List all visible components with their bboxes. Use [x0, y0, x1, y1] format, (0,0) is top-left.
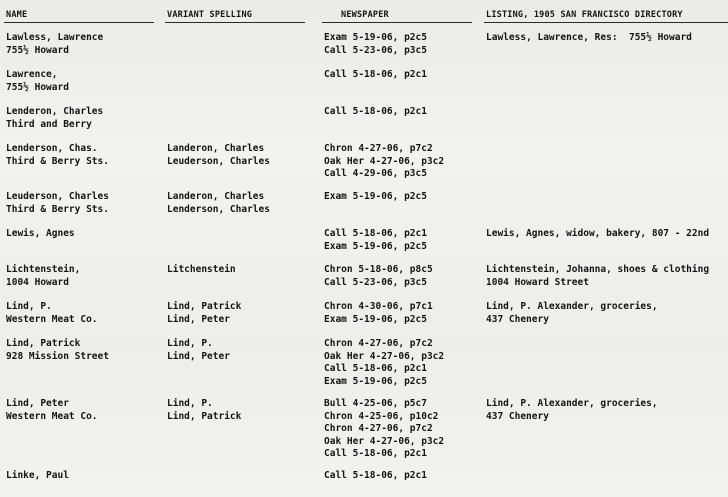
name-cell [6, 228, 156, 241]
listing-cell-line: 1004 Howard Street [486, 276, 589, 288]
name-cell [6, 264, 156, 289]
listing-cell-line: 437 Chenery [486, 313, 549, 325]
newspaper-cell [324, 191, 474, 204]
newspaper-cell-line: Exam 5-19-06, p2c5 [324, 313, 427, 325]
newspaper-cell-line: Chron 5-18-06, p8c5 [324, 264, 433, 275]
header-variant-spelling: VARIANT SPELLING [167, 10, 253, 20]
header-listing: LISTING, 1905 SAN FRANCISCO DIRECTORY [486, 10, 683, 20]
newspaper-cell-line: Call 5-18-06, p2c1 [324, 106, 427, 117]
newspaper-cell-line: Bull 4-25-06, p5c7 [324, 398, 427, 409]
listing-cell-line: Lind, P. Alexander, groceries, [486, 398, 658, 409]
newspaper-cell [324, 69, 474, 82]
newspaper-cell-line: Call 5-23-06, p3c5 [324, 44, 427, 56]
listing-cell [486, 228, 728, 241]
listing-cell-line: Lawless, Lawrence, Res: 755½ Howard [486, 32, 692, 43]
listing-cell-line: Lichtenstein, Johanna, shoes & clothing [486, 264, 710, 275]
variant-cell [167, 143, 307, 168]
listing-cell-line: Lind, P. Alexander, groceries, [486, 301, 658, 312]
name-cell [6, 69, 156, 94]
newspaper-cell-line: Oak Her 4-27-06, p3c2 [324, 350, 445, 362]
name-cell [6, 398, 156, 423]
newspaper-cell [324, 398, 474, 461]
newspaper-cell-line: Exam 5-19-06, p2c5 [324, 375, 427, 387]
listing-cell [486, 264, 728, 289]
name-cell [6, 470, 156, 483]
name-cell-line: Lind, P. [6, 301, 52, 312]
newspaper-cell-line: Chron 4-27-06, p7c2 [324, 338, 433, 349]
newspaper-cell-line: Exam 5-19-06, p2c5 [324, 191, 427, 202]
listing-cell-line: 437 Chenery [486, 410, 549, 422]
name-cell [6, 106, 156, 131]
name-cell-line: Western Meat Co. [6, 313, 98, 325]
newspaper-cell-line: Call 5-18-06, p2c1 [324, 228, 427, 239]
variant-cell-line: Lind, Peter [167, 313, 230, 325]
newspaper-cell-line: Oak Her 4-27-06, p3c2 [324, 155, 445, 167]
name-cell-line: Third and Berry [6, 118, 92, 130]
variant-cell [167, 338, 307, 363]
newspaper-cell-line: Chron 4-27-06, p7c2 [324, 423, 433, 434]
newspaper-cell-line: Exam 5-19-06, p2c5 [324, 32, 427, 43]
newspaper-cell-line: Call 5-18-06, p2c1 [324, 69, 427, 80]
name-cell-line: 928 Mission Street [6, 350, 109, 362]
header-newspaper: NEWSPAPER [341, 10, 389, 20]
variant-cell [167, 301, 307, 326]
name-cell [6, 191, 156, 216]
newspaper-cell-line: Exam 5-19-06, p2c5 [324, 240, 427, 252]
name-cell-line: 755½ Howard [6, 81, 69, 93]
newspaper-cell [324, 228, 474, 253]
newspaper-cell-line: Chron 4-30-06, p7c1 [324, 301, 433, 312]
variant-cell-line: Lind, P. [167, 398, 213, 409]
variant-cell-line: Landeron, Charles [167, 191, 265, 202]
newspaper-cell [324, 32, 474, 57]
newspaper-cell [324, 143, 474, 181]
newspaper-cell-line: Call 5-18-06, p2c1 [324, 448, 427, 459]
variant-cell-line: Lind, Peter [167, 350, 230, 362]
name-cell-line: Linke, Paul [6, 470, 69, 481]
name-cell-line: Western Meat Co. [6, 410, 98, 422]
newspaper-cell [324, 264, 474, 289]
newspaper-cell-line: Call 5-18-06, p2c1 [324, 470, 427, 481]
name-cell [6, 301, 156, 326]
name-cell-line: Third & Berry Sts. [6, 155, 109, 167]
variant-cell-line: Lenderson, Charles [167, 203, 270, 215]
variant-cell-line: Litchenstein [167, 264, 236, 275]
name-cell-line: Lind, Peter [6, 398, 69, 409]
name-cell-line: 755½ Howard [6, 44, 69, 56]
listing-cell [486, 398, 728, 423]
variant-cell-line: Lind, P. [167, 338, 213, 349]
variant-cell-line: Lind, Patrick [167, 410, 242, 422]
name-cell [6, 32, 156, 57]
name-cell-line: Lawrence, [6, 69, 58, 80]
newspaper-cell-line: Call 4-29-06, p3c5 [324, 168, 427, 179]
variant-cell-line: Lind, Patrick [167, 301, 242, 312]
newspaper-cell-line: Chron 4-25-06, p10c2 [324, 410, 439, 422]
variant-cell-line: Landeron, Charles [167, 143, 265, 154]
listing-cell [486, 301, 728, 326]
name-cell-line: Leuderson, Charles [6, 191, 109, 202]
name-cell-line: 1004 Howard [6, 276, 69, 288]
newspaper-cell-line: Chron 4-27-06, p7c2 [324, 143, 433, 154]
listing-cell [486, 32, 728, 45]
newspaper-cell [324, 470, 474, 483]
name-cell-line: Lewis, Agnes [6, 228, 75, 239]
name-cell-line: Lenderson, Chas. [6, 143, 98, 154]
listing-cell-line: Lewis, Agnes, widow, bakery, 807 - 22nd [486, 228, 710, 239]
variant-cell-line: Leuderson, Charles [167, 155, 270, 167]
name-cell [6, 338, 156, 363]
name-cell-line: Lind, Patrick [6, 338, 81, 349]
name-cell-line: Lawless, Lawrence [6, 32, 104, 43]
name-cell-line: Lichtenstein, [6, 264, 81, 275]
newspaper-cell-line: Call 5-23-06, p3c5 [324, 276, 427, 288]
newspaper-cell-line: Oak Her 4-27-06, p3c2 [324, 435, 445, 447]
header-name: NAME [6, 10, 28, 20]
variant-cell [167, 398, 307, 423]
variant-cell [167, 191, 307, 216]
name-cell [6, 143, 156, 168]
newspaper-cell-line: Call 5-18-06, p2c1 [324, 363, 427, 374]
name-cell-line: Third & Berry Sts. [6, 203, 109, 215]
newspaper-cell [324, 338, 474, 388]
name-cell-line: Lenderon, Charles [6, 106, 104, 117]
newspaper-cell [324, 106, 474, 119]
newspaper-cell [324, 301, 474, 326]
variant-cell [167, 264, 307, 277]
